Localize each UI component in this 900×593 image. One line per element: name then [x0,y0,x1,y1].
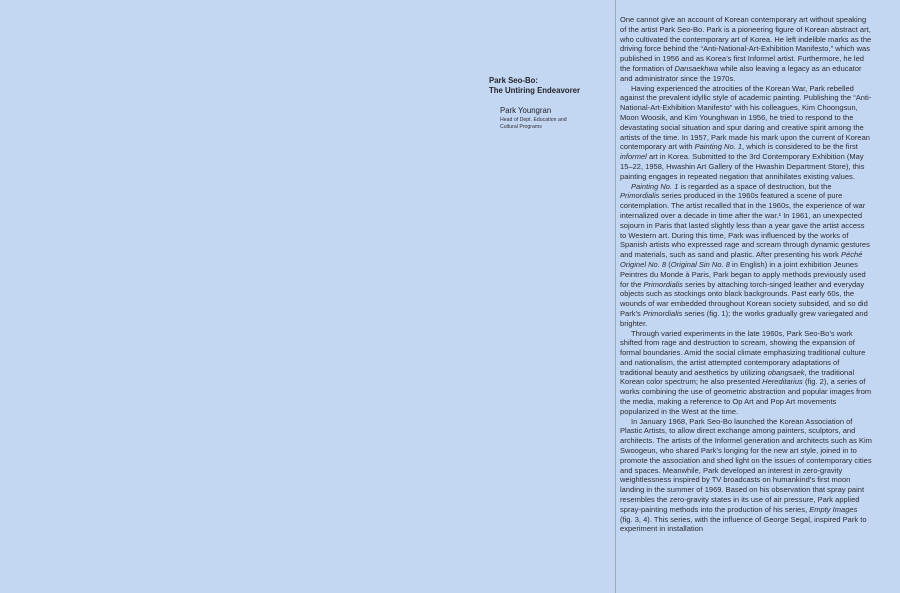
text-run: In January 1968, Park Seo-Bo launched the Korean Association of Plastic Artists, to allow direct exchange among painters, sculptors, and architects. The artists of the Informel generation and architects such as Kim Swoogeun, who shared Park’s longing for the new art style, joined in to promote the association and shed light on the issues of contemporary cities and spaces. Meanwhile, Park developed an interest in zero-gravity weightlessness inspired by TV broadcasts on humankind’s first moon landing in the summer of 1969. Based on his observation that spray paint resembles the zero-gravity states in its use of air pressure, Park applied spray-painting methods into the production of his series, [620,416,872,514]
emphasis-run: Original Sin No. 8 [670,259,730,269]
role-line-1: Head of Dept. Education and [500,117,567,123]
emphasis-run: Primordialis [620,191,660,201]
paragraph-2 [620,84,872,182]
role-line-2: Cultural Programs [500,123,542,130]
emphasis-run: Painting No. 1 [694,142,743,152]
author-name: Park Youngran [500,106,552,115]
text-run: is regarded as a space of destruction, but the [678,181,832,191]
emphasis-run: obangsaek [767,367,805,377]
emphasis-run: Empty Images [809,504,858,514]
emphasis-run: Hereditarius [762,377,803,387]
article-title [489,76,609,96]
paragraph-5 [620,417,872,535]
author-role [500,117,595,130]
text-run: (fig. 2), a series of works combining the use of geometric abstraction and popular images from the media, making a reference to Op Art and Pop Art movements popularized in the West at the time. [620,377,872,416]
emphasis-run: Primordialis [642,308,683,318]
emphasis-run: Dansaekhwa [674,63,719,73]
text-run: One cannot give an account of Korean contemporary art without speaking of the artist Park Seo-Bo. Park is a pioneering figure of Korean abstract art, who cultivated the contemporary art of Korea. He left indelible marks as the driving force behind the “Anti-National-Art-Exhibition Manifesto,” which was published in 1956 and as Korea’s first Informel artist. Furthermore, he led the formation of [620,15,872,73]
emphasis-run: Péché Originel No. 8 [620,250,863,269]
text-run: Through varied experiments in the late 1960s, Park Seo-Bo’s work shifted from rage and destruction to scream, showing the expansion of formal boundaries. Amid the social climate emphasizing traditional culture and nationalism, the artist attempted contemporary adaptations of traditional beauty and aesthetics by utilizing [620,328,866,377]
title-line-2: The Untiring Endeavorer [489,86,580,95]
text-run: series (fig. 1); the works gradually grew variegated and brighter. [620,308,868,328]
article-body [620,15,872,534]
emphasis-run: Primordialis [643,279,683,289]
text-run: while also leaving a legacy as an educator and administrator since the 1970s. [620,63,862,83]
paragraph-3 [620,182,872,329]
emphasis-run: informel [620,152,647,162]
title-line-1: Park Seo-Bo: [489,76,538,85]
paragraph-4 [620,329,872,417]
text-run: series by attaching torch-singed leather and everyday objects such as stockings onto black backgrounds. Past early 60s, the wounds of war embedded throughout Korean society subsided, and so did Park’s [620,279,868,318]
paragraph-1 [620,15,872,84]
text-run: , which is considered to be the first [742,142,858,152]
emphasis-run: Painting No. 1 [631,181,679,191]
text-run: series produced in the 1960s featured a scene of pure contemplation. The artist recalled that in the 1960s, the experience of war internalized over a decade in time after the war.¹ In 1961, an unexpected sojourn in Paris that lasted slightly less than a year gave the artist access to Western art. During this time, Park was influenced by the works of Spanish artists who expressed rage and scream through dynamic gestures and materials, such as sand and plastic. After presenting his work [620,191,870,260]
text-run: Having experienced the atrocities of the Korean War, Park rebelled against the prevalent idyllic style of academic painting. Publishing the “Anti-National-Art-Exhibition Manifesto” with his colleagues, Kim Choongsun, Moon Woosik, and Kim Younghwan in 1956, he tried to respond to the devastating social situation and spur daring and creative spirit among the artists of the time. In 1957, Park made his mark upon the current of Korean contemporary art with [620,83,872,152]
text-run: , the traditional Korean color spectrum; he also presented [620,367,855,387]
text-run: (fig. 3, 4). This series, with the influence of George Segal, inspired Park to experiment in installation [620,514,867,534]
text-run: ( [666,259,671,269]
text-run: in English) in a joint exhibition Jeunes Peintres du Monde à Paris, Park began to apply methods previously used for the [620,259,866,289]
text-run: art in Korea. Submitted to the 3rd Contemporary Exhibition (May 15–22, 1958, Hwashin Art Gallery of the Hwashin Department Store), this painting engages in repeated negation that annihilates existing values. [620,152,865,181]
